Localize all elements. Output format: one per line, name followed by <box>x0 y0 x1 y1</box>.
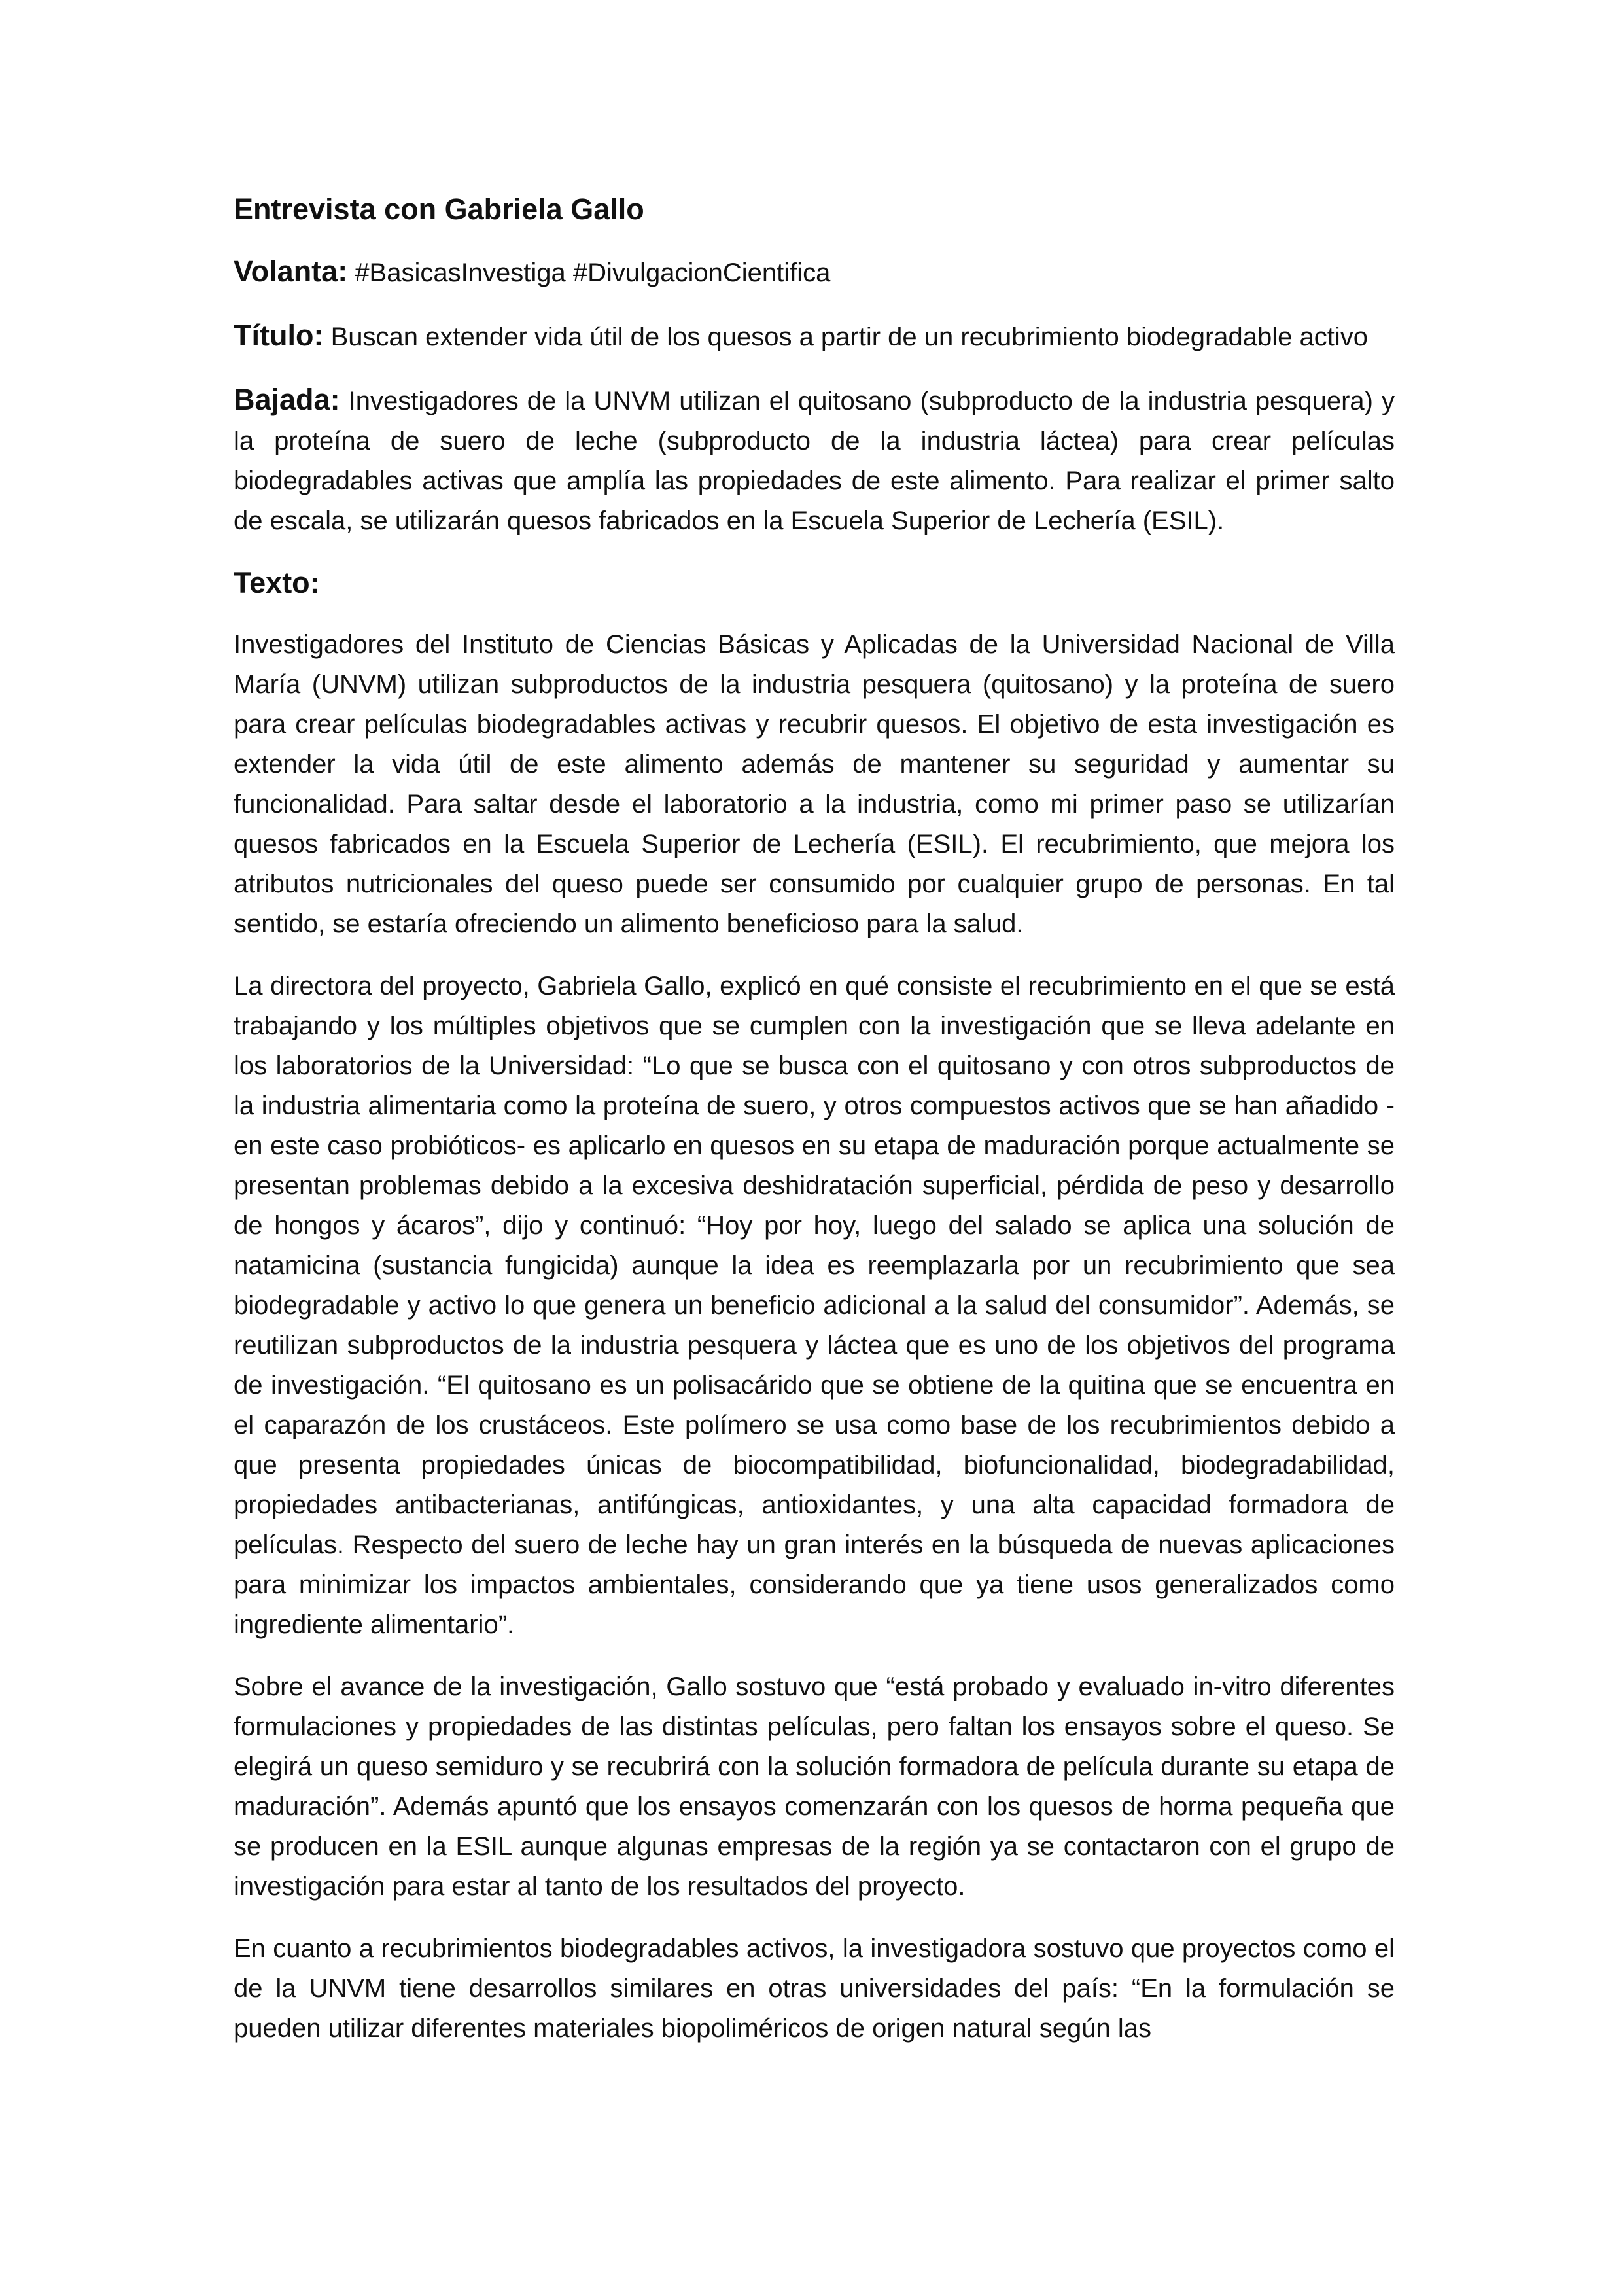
volanta-label: Volanta: <box>234 255 348 288</box>
body-paragraph: Investigadores del Instituto de Ciencias Básicas y Aplicadas de la Universidad Nacional de Villa María (UNVM) utilizan subproductos de la industria pesquera (quitosano) y la proteína de suero para crear películas biodegradables activas y recubrir quesos. El objetivo de esta investigación es extender la vida útil de este alimento además de mantener su seguridad y aumentar su funcionalidad. Para saltar desde el laboratorio a la industria, como mi primer paso se utilizarían quesos fabricados en la Escuela Superior de Lechería (ESIL). El recubrimiento, que mejora los atributos nutricionales del queso puede ser consumido por cualquier grupo de personas. En tal sentido, se estaría ofreciendo un alimento beneficioso para la salud. <box>234 630 1395 938</box>
texto-label: Texto: <box>234 566 320 599</box>
document-heading: Entrevista con Gabriela Gallo <box>234 192 644 226</box>
volanta-field <box>234 251 1395 293</box>
body-paragraph: Sobre el avance de la investigación, Gallo sostuvo que “está probado y evaluado in-vitro diferentes formulaciones y propiedades de las distintas películas, pero faltan los ensayos sobre el queso. Se elegirá un queso semiduro y se recubrirá con la solución formadora de película durante su etapa de maduración”. Además apuntó que los ensayos comenzarán con los quesos de horma pequeña que se producen en la ESIL aunque algunas empresas de la región ya se contactaron con el grupo de investigación para estar al tanto de los resultados del proyecto. <box>234 1672 1395 1901</box>
bajada-label: Bajada: <box>234 383 340 416</box>
body-paragraph: En cuanto a recubrimientos biodegradables activos, la investigadora sostuvo que proyectos como el de la UNVM tiene desarrollos similares en otras universidades del país: “En la formulación se pueden utilizar diferentes materiales biopoliméricos de origen natural según las <box>234 1934 1395 2043</box>
volanta-text: #BasicasInvestiga #DivulgacionCientifica <box>355 258 831 287</box>
bajada-text: Investigadores de la UNVM utilizan el quitosano (subproducto de la industria pesquera) y la proteína de suero de leche (subproducto de la industria láctea) para crear películas biodegradables activas que amplía las propiedades de este alimento. Para realizar el primer salto de escala, se utilizarán quesos fabricados en la Escuela Superior de Lechería (ESIL). <box>234 387 1395 535</box>
titulo-field <box>234 315 1395 357</box>
body-paragraph: La directora del proyecto, Gabriela Gallo, explicó en qué consiste el recubrimiento en el que se está trabajando y los múltiples objetivos que se cumplen con la investigación que se lleva adelante en los laboratorios de la Universidad: “Lo que se busca con el quitosano y con otros subproductos de la industria alimentaria como la proteína de suero, y otros compuestos activos que se han añadido -en este caso probióticos- es aplicarlo en quesos en su etapa de maduración porque actualmente se presentan problemas debido a la excesiva deshidratación superficial, pérdida de peso y desarrollo de hongos y ácaros”, dijo y continuó: “Hoy por hoy, luego del salado se aplica una solución de natamicina (sustancia fungicida) aunque la idea es reemplazarla por un recubrimiento que sea biodegradable y activo lo que genera un beneficio adicional a la salud del consumidor”. Además, se reutilizan subproductos de la industria pesquera y láctea que es uno de los objetivos del programa de investigación. “El quitosano es un polisacárido que se obtiene de la quitina que se encuentra en el caparazón de los crustáceos. Este polímero se usa como base de los recubrimientos debido a que presenta propiedades únicas de biocompatibilidad, biofuncionalidad, biodegradabilidad, propiedades antibacterianas, antifúngicas, antioxidantes, y una alta capacidad formadora de películas. Respecto del suero de leche hay un gran interés en la búsqueda de nuevas aplicaciones para minimizar los impactos ambientales, considerando que ya tiene usos generalizados como ingrediente alimentario”. <box>234 972 1395 1639</box>
bajada-field <box>234 380 1395 541</box>
document-page <box>234 190 1395 2071</box>
titulo-label: Título: <box>234 319 324 352</box>
titulo-text: Buscan extender vida útil de los quesos a partir de un recubrimiento biodegradable activo <box>330 323 1368 351</box>
